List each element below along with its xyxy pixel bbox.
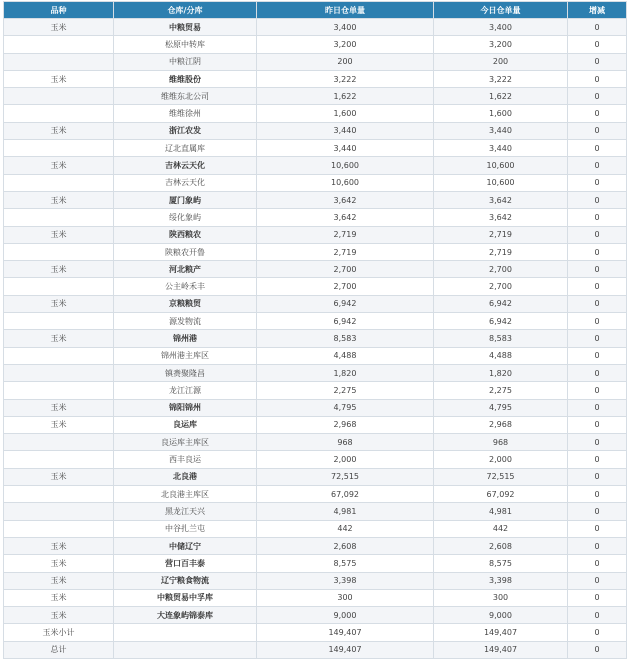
cell-variety	[4, 434, 114, 451]
table-row	[4, 191, 627, 208]
cell-variety	[4, 243, 114, 260]
cell-change: 0	[568, 174, 627, 191]
cell-variety: 玉米	[4, 589, 114, 606]
table-row	[4, 278, 627, 295]
table-row	[4, 589, 627, 606]
cell-warehouse: 中粮江阴	[114, 53, 257, 70]
table-row	[4, 36, 627, 53]
cell-variety	[4, 209, 114, 226]
table-row	[4, 140, 627, 157]
cell-variety: 玉米	[4, 70, 114, 87]
cell-warehouse: 公主岭禾丰	[114, 278, 257, 295]
cell-change: 0	[568, 122, 627, 139]
table-row	[4, 295, 627, 312]
table-row	[4, 53, 627, 70]
cell-warehouse: 良运库主库区	[114, 434, 257, 451]
cell-yesterday: 200	[257, 53, 434, 70]
cell-variety: 总计	[4, 641, 114, 658]
cell-today: 2,608	[434, 537, 568, 554]
cell-variety: 玉米	[4, 157, 114, 174]
cell-yesterday: 3,222	[257, 70, 434, 87]
cell-change: 0	[568, 105, 627, 122]
cell-yesterday: 2,719	[257, 243, 434, 260]
cell-change: 0	[568, 416, 627, 433]
cell-warehouse: 营口百丰泰	[114, 555, 257, 572]
cell-change: 0	[568, 364, 627, 381]
cell-yesterday: 2,608	[257, 537, 434, 554]
table-row	[4, 261, 627, 278]
cell-today: 3,200	[434, 36, 568, 53]
table-row	[4, 313, 627, 330]
cell-change: 0	[568, 278, 627, 295]
table-row	[4, 451, 627, 468]
cell-warehouse: 京粮粮贸	[114, 295, 257, 312]
cell-change: 0	[568, 313, 627, 330]
cell-change: 0	[568, 191, 627, 208]
cell-today: 2,700	[434, 278, 568, 295]
cell-variety: 玉米	[4, 607, 114, 624]
cell-yesterday: 6,942	[257, 295, 434, 312]
cell-today: 2,000	[434, 451, 568, 468]
header-yesterday: 昨日仓单量	[257, 2, 434, 19]
cell-warehouse: 北良港	[114, 468, 257, 485]
cell-variety: 玉米	[4, 295, 114, 312]
table-row	[4, 347, 627, 364]
table-row	[4, 105, 627, 122]
cell-today: 8,583	[434, 330, 568, 347]
cell-change: 0	[568, 589, 627, 606]
cell-warehouse: 中粮贸易	[114, 19, 257, 36]
cell-today: 2,719	[434, 226, 568, 243]
cell-variety	[4, 53, 114, 70]
cell-yesterday: 149,407	[257, 641, 434, 658]
table-row	[4, 19, 627, 36]
cell-warehouse: 中谷扎兰屯	[114, 520, 257, 537]
table-row	[4, 520, 627, 537]
cell-variety	[4, 313, 114, 330]
cell-today: 149,407	[434, 624, 568, 641]
cell-yesterday: 2,719	[257, 226, 434, 243]
cell-change: 0	[568, 555, 627, 572]
cell-variety: 玉米	[4, 555, 114, 572]
cell-change: 0	[568, 537, 627, 554]
table-row	[4, 468, 627, 485]
cell-yesterday: 2,700	[257, 261, 434, 278]
cell-today: 8,575	[434, 555, 568, 572]
cell-today: 3,440	[434, 140, 568, 157]
warehouse-receipt-table	[3, 1, 627, 659]
cell-today: 10,600	[434, 174, 568, 191]
table-row	[4, 209, 627, 226]
cell-change: 0	[568, 53, 627, 70]
cell-warehouse: 维维股份	[114, 70, 257, 87]
header-variety: 品种	[4, 2, 114, 19]
cell-change: 0	[568, 520, 627, 537]
cell-warehouse: 锦州港	[114, 330, 257, 347]
cell-today: 4,981	[434, 503, 568, 520]
cell-variety: 玉米	[4, 330, 114, 347]
cell-yesterday: 6,942	[257, 313, 434, 330]
cell-variety: 玉米	[4, 226, 114, 243]
cell-change: 0	[568, 140, 627, 157]
cell-change: 0	[568, 347, 627, 364]
cell-today: 3,440	[434, 122, 568, 139]
cell-change: 0	[568, 88, 627, 105]
table-row	[4, 88, 627, 105]
cell-today: 4,488	[434, 347, 568, 364]
cell-today: 300	[434, 589, 568, 606]
cell-change: 0	[568, 70, 627, 87]
cell-warehouse: 河北粮产	[114, 261, 257, 278]
table-row	[4, 174, 627, 191]
cell-today: 2,275	[434, 382, 568, 399]
cell-warehouse: 浙江农发	[114, 122, 257, 139]
cell-yesterday: 4,981	[257, 503, 434, 520]
cell-variety	[4, 88, 114, 105]
table-row	[4, 399, 627, 416]
header-warehouse: 仓库/分库	[114, 2, 257, 19]
cell-variety: 玉米	[4, 122, 114, 139]
cell-variety	[4, 347, 114, 364]
cell-today: 1,600	[434, 105, 568, 122]
cell-change: 0	[568, 451, 627, 468]
cell-yesterday: 1,600	[257, 105, 434, 122]
cell-variety	[4, 140, 114, 157]
cell-warehouse: 黑龙江天兴	[114, 503, 257, 520]
cell-yesterday: 1,622	[257, 88, 434, 105]
cell-today: 3,642	[434, 209, 568, 226]
cell-today: 442	[434, 520, 568, 537]
cell-yesterday: 968	[257, 434, 434, 451]
cell-yesterday: 3,642	[257, 191, 434, 208]
cell-warehouse: 吉林云天化	[114, 174, 257, 191]
table-row	[4, 226, 627, 243]
table-row	[4, 624, 627, 641]
cell-yesterday: 149,407	[257, 624, 434, 641]
cell-yesterday: 10,600	[257, 157, 434, 174]
table-row	[4, 607, 627, 624]
table-row	[4, 486, 627, 503]
cell-change: 0	[568, 36, 627, 53]
cell-change: 0	[568, 226, 627, 243]
cell-yesterday: 300	[257, 589, 434, 606]
table-header-row	[4, 2, 627, 19]
cell-yesterday: 3,400	[257, 19, 434, 36]
cell-warehouse: 锦阳锦州	[114, 399, 257, 416]
cell-today: 3,398	[434, 572, 568, 589]
cell-change: 0	[568, 486, 627, 503]
cell-warehouse: 厦门象屿	[114, 191, 257, 208]
cell-change: 0	[568, 295, 627, 312]
table-row	[4, 122, 627, 139]
cell-warehouse: 陕西粮农	[114, 226, 257, 243]
cell-variety: 玉米	[4, 468, 114, 485]
cell-today: 10,600	[434, 157, 568, 174]
cell-variety: 玉米	[4, 416, 114, 433]
cell-yesterday: 2,700	[257, 278, 434, 295]
cell-today: 2,700	[434, 261, 568, 278]
cell-today: 67,092	[434, 486, 568, 503]
cell-warehouse: 辽北直属库	[114, 140, 257, 157]
header-change: 增减	[568, 2, 627, 19]
cell-variety	[4, 503, 114, 520]
cell-variety: 玉米	[4, 19, 114, 36]
cell-today: 200	[434, 53, 568, 70]
cell-variety	[4, 486, 114, 503]
cell-today: 4,795	[434, 399, 568, 416]
cell-today: 968	[434, 434, 568, 451]
cell-yesterday: 72,515	[257, 468, 434, 485]
cell-change: 0	[568, 19, 627, 36]
cell-change: 0	[568, 434, 627, 451]
cell-warehouse: 北良港主库区	[114, 486, 257, 503]
table-row	[4, 243, 627, 260]
cell-warehouse: 辽宁粮食物流	[114, 572, 257, 589]
cell-change: 0	[568, 261, 627, 278]
table-row	[4, 416, 627, 433]
cell-warehouse: 镇赉聚隆昌	[114, 364, 257, 381]
table-row	[4, 70, 627, 87]
cell-warehouse: 源发物流	[114, 313, 257, 330]
cell-yesterday: 2,000	[257, 451, 434, 468]
cell-today: 1,820	[434, 364, 568, 381]
cell-warehouse: 松原中转库	[114, 36, 257, 53]
cell-warehouse: 龙江江源	[114, 382, 257, 399]
cell-today: 6,942	[434, 295, 568, 312]
cell-change: 0	[568, 157, 627, 174]
cell-variety: 玉米	[4, 572, 114, 589]
cell-warehouse: 大连象屿锦泰库	[114, 607, 257, 624]
cell-yesterday: 3,440	[257, 122, 434, 139]
cell-today: 9,000	[434, 607, 568, 624]
cell-variety: 玉米	[4, 191, 114, 208]
cell-variety	[4, 451, 114, 468]
table-row	[4, 364, 627, 381]
cell-yesterday: 4,795	[257, 399, 434, 416]
cell-variety	[4, 520, 114, 537]
cell-variety	[4, 105, 114, 122]
table-body	[4, 19, 627, 659]
cell-warehouse: 中储辽宁	[114, 537, 257, 554]
cell-warehouse: 陕粮农开鲁	[114, 243, 257, 260]
cell-change: 0	[568, 330, 627, 347]
cell-yesterday: 3,440	[257, 140, 434, 157]
cell-warehouse: 锦州港主库区	[114, 347, 257, 364]
table-row	[4, 330, 627, 347]
table-row	[4, 434, 627, 451]
cell-change: 0	[568, 468, 627, 485]
cell-change: 0	[568, 624, 627, 641]
cell-change: 0	[568, 641, 627, 658]
cell-variety: 玉米	[4, 261, 114, 278]
cell-variety	[4, 382, 114, 399]
cell-variety	[4, 278, 114, 295]
cell-change: 0	[568, 382, 627, 399]
cell-warehouse: 良运库	[114, 416, 257, 433]
cell-variety: 玉米小计	[4, 624, 114, 641]
cell-change: 0	[568, 607, 627, 624]
cell-yesterday: 9,000	[257, 607, 434, 624]
cell-today: 72,515	[434, 468, 568, 485]
cell-today: 3,222	[434, 70, 568, 87]
cell-yesterday: 3,200	[257, 36, 434, 53]
header-today: 今日仓单量	[434, 2, 568, 19]
cell-today: 3,400	[434, 19, 568, 36]
cell-today: 2,968	[434, 416, 568, 433]
cell-variety	[4, 364, 114, 381]
cell-yesterday: 8,583	[257, 330, 434, 347]
cell-warehouse: 吉林云天化	[114, 157, 257, 174]
cell-change: 0	[568, 572, 627, 589]
table-row	[4, 537, 627, 554]
cell-warehouse: 维维东北公司	[114, 88, 257, 105]
cell-yesterday: 8,575	[257, 555, 434, 572]
cell-warehouse: 维维徐州	[114, 105, 257, 122]
cell-variety	[4, 174, 114, 191]
cell-change: 0	[568, 243, 627, 260]
cell-yesterday: 1,820	[257, 364, 434, 381]
cell-yesterday: 442	[257, 520, 434, 537]
table-row	[4, 157, 627, 174]
table-row	[4, 503, 627, 520]
cell-today: 2,719	[434, 243, 568, 260]
cell-variety: 玉米	[4, 399, 114, 416]
table-row	[4, 555, 627, 572]
cell-variety: 玉米	[4, 537, 114, 554]
table-row	[4, 572, 627, 589]
cell-yesterday: 3,398	[257, 572, 434, 589]
cell-yesterday: 3,642	[257, 209, 434, 226]
cell-yesterday: 4,488	[257, 347, 434, 364]
cell-change: 0	[568, 399, 627, 416]
cell-warehouse: 中粮贸易中孚库	[114, 589, 257, 606]
cell-yesterday: 10,600	[257, 174, 434, 191]
cell-warehouse: 西丰良运	[114, 451, 257, 468]
table-row	[4, 382, 627, 399]
cell-yesterday: 2,968	[257, 416, 434, 433]
cell-today: 3,642	[434, 191, 568, 208]
cell-variety	[4, 36, 114, 53]
cell-change: 0	[568, 209, 627, 226]
cell-change: 0	[568, 503, 627, 520]
cell-yesterday: 2,275	[257, 382, 434, 399]
cell-yesterday: 67,092	[257, 486, 434, 503]
cell-warehouse	[114, 624, 257, 641]
cell-today: 1,622	[434, 88, 568, 105]
cell-today: 6,942	[434, 313, 568, 330]
cell-warehouse: 绥化象屿	[114, 209, 257, 226]
cell-today: 149,407	[434, 641, 568, 658]
